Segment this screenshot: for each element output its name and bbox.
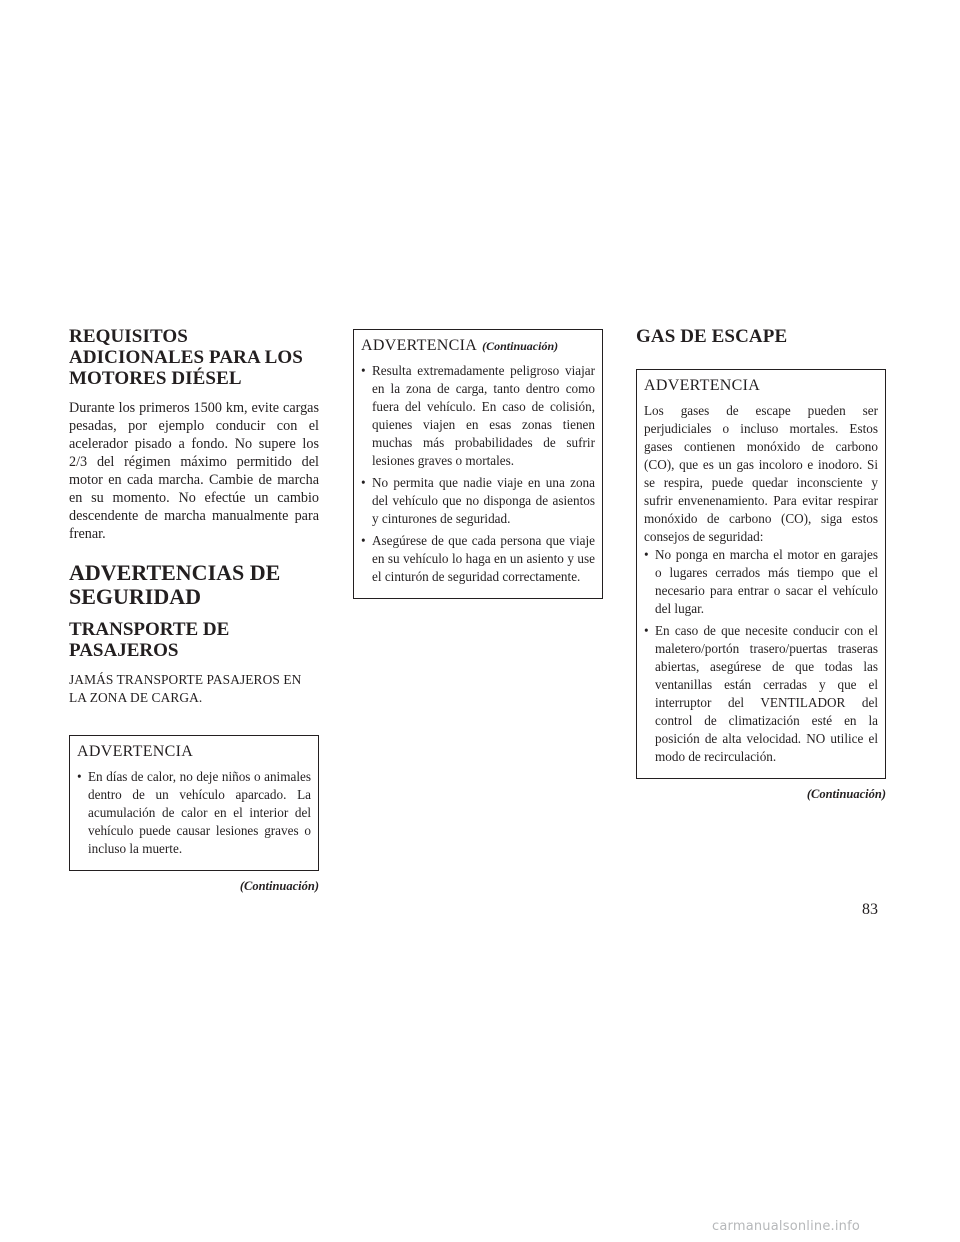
bullet-icon: • [361, 363, 366, 378]
column-right [636, 326, 886, 802]
cargo-notice: JAMÁS TRANSPORTE PASAJEROS EN LA ZONA DE CARGA. [69, 672, 302, 705]
warning-list [361, 362, 595, 586]
diesel-paragraph: Durante los primeros 1500 km, evite cargas pesadas, por ejemplo conducir con el acelerador pisado a fondo. No supere los 2/3 del régimen máximo permitido del motor en cada marcha. Cambie de marcha en su momento. No efectúe un cambio descendente de marcha manualmente para frenar. [69, 400, 319, 542]
warning-title: ADVERTENCIA [77, 743, 194, 760]
passenger-transport-heading: TRANSPORTE DE PASAJEROS [69, 619, 230, 661]
bullet-icon: • [361, 475, 366, 490]
warning-bullet: • No ponga en marcha el motor en garajes o lugares cerrados más tiempo que el necesario para entrar o sacar el vehículo del lugar. [644, 547, 878, 616]
bullet-icon: • [77, 769, 82, 784]
warning-bullet: • No permita que nadie viaje en una zona del vehículo que no disponga de asientos y cinturones de seguridad. [361, 475, 595, 526]
bullet-icon: • [644, 623, 649, 638]
bullet-icon: • [644, 547, 649, 562]
warning-box-heat [69, 735, 319, 871]
warning-title-text: ADVERTENCIA [361, 337, 478, 354]
warning-bullet: • En días de calor, no deje niños o animales dentro de un vehículo aparcado. La acumulación de calor en el interior del vehículo puede causar lesiones graves o incluso la muerte. [77, 769, 311, 856]
watermark: carmanualsonline.info [712, 1219, 861, 1234]
exhaust-heading: GAS DE ESCAPE [636, 326, 788, 347]
bullet-icon: • [361, 533, 366, 548]
continued-label: (Continuación) [239, 879, 319, 893]
warning-list [644, 546, 878, 766]
warning-intro: Los gases de escape pueden ser perjudiciales o incluso mortales. Estos gases contienen monóxido de carbono (CO), que es un gas incoloro e inodoro. Si se respira, puede quedar inconsciente y sufrir envenenamiento. Para evitar respirar monóxido de carbono (CO), siga estos consejos de seguridad: [644, 403, 878, 544]
column-middle [353, 326, 603, 599]
continued-label: (Continuación) [806, 787, 886, 801]
column-left [69, 326, 319, 894]
warning-list [77, 768, 311, 858]
warning-box-exhaust [636, 369, 886, 779]
warning-bullet: • Resulta extremadamente peligroso viajar en la zona de carga, tanto dentro como fuera del vehículo. En caso de colisión, quienes viajen en esas zonas tienen muchas más probabilidades de sufrir lesiones graves o mortales. [361, 363, 595, 468]
warning-bullet: • Asegúrese de que cada persona que viaje en su vehículo lo haga en un asiento y use el cinturón de seguridad correctamente. [361, 533, 595, 584]
warning-title [361, 336, 595, 356]
warning-box-cargo [353, 329, 603, 599]
page-number: 83 [862, 901, 878, 918]
warning-title: ADVERTENCIA [644, 377, 761, 394]
warning-continued-tag: (Continuación) [482, 339, 559, 353]
safety-section-title: ADVERTENCIAS DE SEGURIDAD [69, 560, 281, 609]
warning-bullet: • En caso de que necesite conducir con el maletero/portón trasero/puertas traseras abiertas, asegúrese de que todas las ventanillas están cerradas y que el interruptor del VENTILADOR del control de climatización esté en la posición de alta velocidad. NO utilice el modo de recirculación. [644, 623, 878, 764]
diesel-heading: REQUISITOS ADICIONALES PARA LOS MOTORES DIÉSEL [69, 326, 303, 389]
